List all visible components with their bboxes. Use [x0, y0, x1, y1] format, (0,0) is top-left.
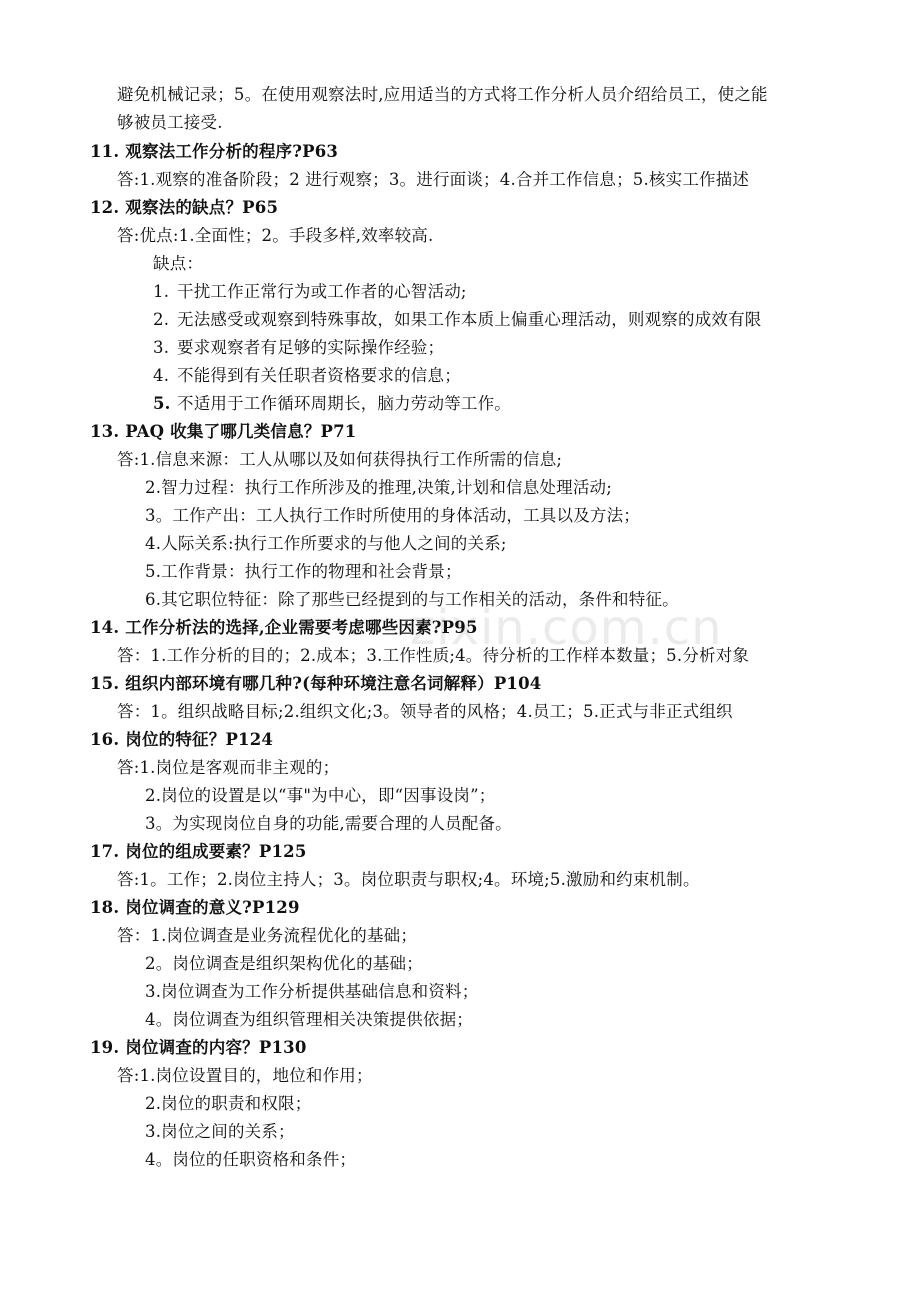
answer-line: 答：1.工作分析的目的；2.成本；3.工作性质;4。待分析的工作样本数量；5.分析对象 [117, 646, 750, 665]
list-text: 无法感受或观察到特殊事故，如果工作本质上偏重心理活动，则观察的成效有限 [177, 310, 762, 329]
text-line: 避免机械记录；5。在使用观察法时,应用适当的方式将工作分析人员介绍给员工，使之能 [117, 85, 768, 104]
answer-line: 3.岗位之间的关系； [145, 1122, 295, 1141]
list-item [153, 338, 444, 358]
list-text: 不能得到有关任职者资格要求的信息； [177, 366, 461, 385]
answer-line: 4。岗位的任职资格和条件； [145, 1150, 357, 1169]
answer-line: 答：1.岗位调查是业务流程优化的基础； [117, 926, 418, 945]
answer-line: 2。岗位调查是组织架构优化的基础； [145, 954, 423, 973]
answer-line: 4.人际关系:执行工作所要求的与他人之间的关系; [145, 534, 507, 553]
answer-line: 3。为实现岗位自身的功能,需要合理的人员配备。 [145, 814, 512, 833]
answer-line: 3。工作产出：工人执行工作时所使用的身体活动，工具以及方法； [145, 506, 640, 525]
list-number: 3. [153, 338, 170, 357]
list-item [153, 394, 511, 414]
answer-line: 答:1.岗位设置目的，地位和作用； [117, 1066, 373, 1085]
question-heading: 14. 工作分析法的选择,企业需要考虑哪些因素?P95 [90, 618, 478, 637]
list-text: 干扰工作正常行为或工作者的心智活动; [177, 282, 467, 301]
answer-line: 缺点： [153, 254, 204, 273]
list-item [153, 310, 762, 330]
question-heading: 13. PAQ 收集了哪几类信息？P71 [90, 422, 357, 441]
question-heading: 17. 岗位的组成要素？P125 [90, 842, 307, 861]
list-number: 4. [153, 366, 170, 385]
answer-line: 6.其它职位特征：除了那些已经提到的与工作相关的活动，条件和特征。 [145, 590, 679, 609]
watermark: zixin.com.cn [410, 600, 723, 656]
list-text: 要求观察者有足够的实际操作经验； [177, 338, 445, 357]
answer-line: 答:1.岗位是客观而非主观的； [117, 758, 340, 777]
answer-line: 答:1。工作；2.岗位主持人；3。岗位职责与职权;4。环境;5.激励和约束机制。 [117, 870, 700, 889]
list-number: 1. [153, 282, 170, 301]
list-text: 不适用于工作循环周期长，脑力劳动等工作。 [177, 394, 511, 413]
list-number: 2. [153, 310, 170, 329]
question-heading: 19. 岗位调查的内容？P130 [90, 1038, 307, 1057]
list-item [153, 366, 461, 386]
answer-line: 2.智力过程：执行工作所涉及的推理,决策,计划和信息处理活动; [145, 478, 612, 497]
question-heading: 16. 岗位的特征？P124 [90, 730, 274, 749]
question-heading: 15. 组织内部环境有哪几种?(每种环境注意名词解释）P104 [90, 674, 542, 693]
answer-line: 答:优点:1.全面性；2。手段多样,效率较高. [117, 226, 434, 245]
list-number: 5. [153, 394, 171, 413]
answer-line: 5.工作背景：执行工作的物理和社会背景； [145, 562, 462, 581]
question-heading: 12. 观察法的缺点？P65 [90, 198, 279, 217]
text-line: 够被员工接受. [117, 113, 223, 132]
answer-line: 2.岗位的设置是以“事"为中心，即“因事设岗”； [145, 786, 496, 805]
answer-line: 4。岗位调查为组织管理相关决策提供依据； [145, 1010, 473, 1029]
answer-line: 2.岗位的职责和权限； [145, 1094, 312, 1113]
answer-line: 3.岗位调查为工作分析提供基础信息和资料； [145, 982, 479, 1001]
answer-line: 答:1.观察的准备阶段；2 进行观察；3。进行面谈；4.合并工作信息；5.核实工作描述 [117, 170, 750, 189]
answer-line: 答：1。组织战略目标;2.组织文化;3。领导者的风格；4.员工；5.正式与非正式组织 [117, 702, 733, 721]
question-heading: 18. 岗位调查的意义?P129 [90, 898, 300, 917]
question-heading: 11. 观察法工作分析的程序?P63 [90, 142, 339, 161]
list-item [153, 282, 467, 302]
answer-line: 答:1.信息来源：工人从哪以及如何获得执行工作所需的信息; [117, 450, 563, 469]
